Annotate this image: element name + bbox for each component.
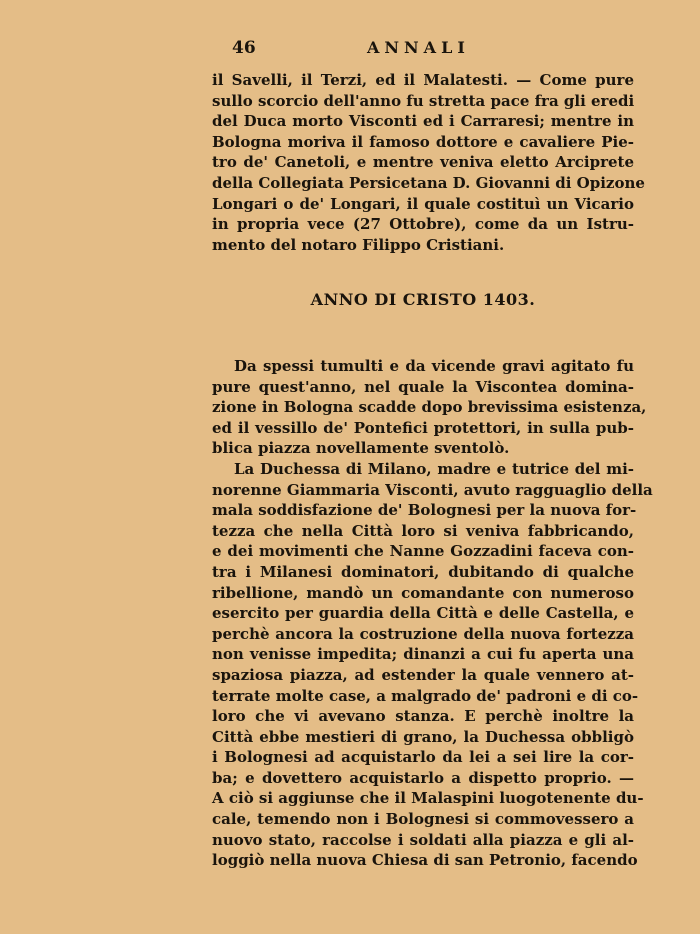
text-line: tro de' Canetoli, e mentre veniva eletto Arciprete <box>212 153 634 172</box>
text-line: cale, temendo non i Bolognesi si commovessero a <box>212 810 634 829</box>
text-line: mento del notaro Filippo Cristiani. <box>212 235 505 254</box>
text-line: Bologna moriva il famoso dottore e cavaliere Pie- <box>212 132 634 151</box>
text-line: ba; e dovettero acquistarlo a dispetto proprio. — <box>212 768 634 787</box>
text-line: mala soddisfazione de' Bolognesi per la nuova for- <box>212 501 637 520</box>
text-line: ribellione, mandò un comandante con numeroso <box>212 583 634 602</box>
text-line: blica piazza novellamente sventolò. <box>212 439 510 458</box>
text-line: tezza che nella Città loro si veniva fabbricando, <box>212 521 634 540</box>
text-line: della Collegiata Persicetana D. Giovanni di Opizone <box>212 173 645 192</box>
text-line: tra i Milanesi dominatori, dubitando di qualche <box>212 562 634 581</box>
text-line: in propria vece (27 Ottobre), come da un Istru- <box>212 215 634 234</box>
text-line: loggiò nella nuova Chiesa di san Petronio, facendo <box>212 851 638 870</box>
page-header <box>212 38 634 58</box>
text-line: A ciò si aggiunse che il Malaspini luogotenente du- <box>212 789 644 808</box>
text-line: norenne Giammaria Visconti, avuto ragguaglio della <box>212 480 653 499</box>
text-line: perchè ancora la costruzione della nuova fortezza <box>212 624 634 643</box>
text-line: ed il vessillo de' Pontefici protettori, in sulla pub- <box>212 418 634 437</box>
text-line: Città ebbe mestieri di grano, la Duchessa obbligò <box>212 727 634 746</box>
text-line: Da spessi tumulti e da vicende gravi agitato fu <box>234 357 634 375</box>
text-line: spaziosa piazza, ad estender la quale vennero at- <box>212 665 634 684</box>
text-line: i Bolognesi ad acquistarlo da lei a sei lire la cor- <box>212 748 634 767</box>
section-title: ANNO DI CRISTO 1403. <box>310 290 536 309</box>
text-line: del Duca morto Visconti ed i Carraresi; mentre in <box>212 112 634 131</box>
main-text <box>212 356 653 871</box>
text-line: non venisse impedita; dinanzi a cui fu aperta una <box>212 645 634 664</box>
text-line: terrate molte case, a malgrado de' padroni e di co- <box>212 686 639 705</box>
text-line: pure quest'anno, nel quale la Viscontea domina- <box>212 377 634 396</box>
text-line: il Savelli, il Terzi, ed il Malatesti. — Come pure <box>212 71 634 89</box>
text-line: e dei movimenti che Nanne Gozzadini faceva con- <box>212 542 634 561</box>
text-line: zione in Bologna scadde dopo brevissima esistenza, <box>212 398 647 417</box>
text-line: Longari o de' Longari, il quale costituì un Vicario <box>212 194 634 213</box>
text-line: La Duchessa di Milano, madre e tutrice del mi- <box>234 459 634 478</box>
text-line: loro che vi avevano stanza. E perchè inoltre la <box>212 707 634 726</box>
text-line: esercito per guardia della Città e delle Castella, e <box>212 604 634 623</box>
continuation-paragraph <box>212 70 645 255</box>
page-number: 46 <box>232 38 256 58</box>
text-line: sullo scorcio dell'anno fu stretta pace fra gli eredi <box>212 91 635 110</box>
text-line: nuovo stato, raccolse i soldati alla piazza e gli al- <box>212 830 634 849</box>
running-head: ANNALI <box>367 38 470 57</box>
